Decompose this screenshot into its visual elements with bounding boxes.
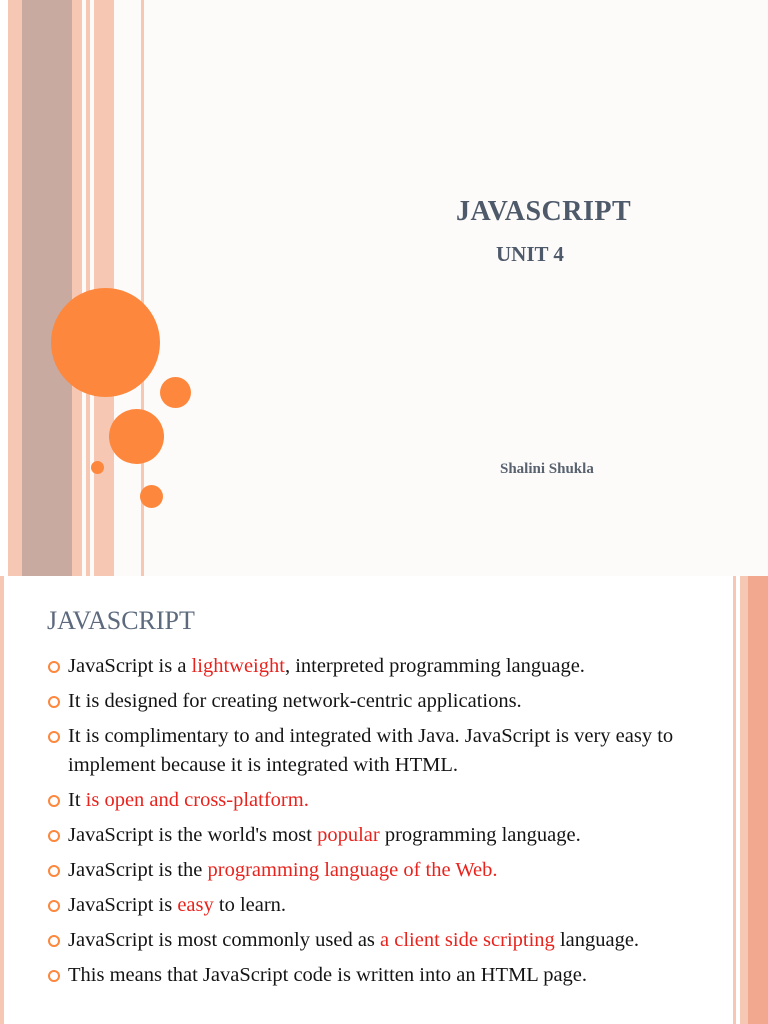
slide-heading: JAVASCRIPT (47, 606, 195, 635)
bullet-circle-icon (48, 830, 60, 842)
highlighted-text: a client side scripting (380, 929, 555, 951)
bullet-text: It is complimentary to and integrated with Java. JavaScript is very easy to implement because it is integrated with HTML. (68, 725, 674, 776)
bullet-text: , interpreted programming language. (284, 655, 585, 677)
highlighted-text: popular (317, 824, 380, 846)
bullet-text: to learn. (213, 894, 287, 916)
bullet-text: JavaScript is (68, 894, 178, 916)
bullet-text: language. (554, 929, 640, 951)
bullet-text: JavaScript is most commonly used as (68, 929, 381, 951)
bullet-text: JavaScript is the world's most (68, 824, 318, 846)
bullet-circle-icon (48, 731, 60, 743)
bullet-item (47, 891, 707, 920)
decorative-circle (91, 461, 104, 474)
slide-subtitle: UNIT 4 (496, 242, 564, 266)
stripe (748, 576, 768, 1024)
bullet-item (47, 722, 707, 780)
bullet-circle-icon (48, 795, 60, 807)
bullet-text: JavaScript is a (68, 655, 192, 677)
bullet-text: JavaScript is the (68, 859, 208, 881)
bullet-circle-icon (48, 696, 60, 708)
bullet-list (47, 652, 707, 996)
bullet-text: It (68, 789, 86, 811)
bullet-item (47, 926, 707, 955)
highlighted-text: lightweight (191, 655, 285, 677)
stripe (22, 0, 72, 576)
bullet-circle-icon (48, 970, 60, 982)
bullet-text: programming language. (379, 824, 581, 846)
stripe (0, 576, 4, 1024)
decorative-circle (140, 485, 163, 508)
highlighted-text: easy (177, 894, 214, 916)
stripe (72, 0, 82, 576)
stripe (0, 0, 8, 576)
stripe (733, 576, 736, 1024)
bullet-item (47, 786, 707, 815)
bullet-text: This means that JavaScript code is written into an HTML page. (68, 964, 588, 986)
bullet-item (47, 856, 707, 885)
bullet-item (47, 652, 707, 681)
highlighted-text: programming language of the Web. (207, 859, 498, 881)
decorative-circle (51, 288, 160, 397)
decorative-circle (160, 377, 191, 408)
stripe (740, 576, 748, 1024)
bullet-circle-icon (48, 865, 60, 877)
bullet-circle-icon (48, 661, 60, 673)
bullet-text: It is designed for creating network-centric applications. (68, 690, 522, 712)
bullet-item (47, 821, 707, 850)
highlighted-text: is open and cross-platform. (85, 789, 309, 811)
stripe (8, 0, 22, 576)
bullet-circle-icon (48, 935, 60, 947)
slide-title: JAVASCRIPT (456, 196, 632, 227)
bullet-item (47, 687, 707, 716)
bullet-item (47, 961, 707, 990)
decorative-circle (109, 409, 164, 464)
stripe (86, 0, 90, 576)
bullet-circle-icon (48, 900, 60, 912)
content-slide (0, 576, 768, 1024)
author-name: Shalini Shukla (500, 461, 594, 477)
